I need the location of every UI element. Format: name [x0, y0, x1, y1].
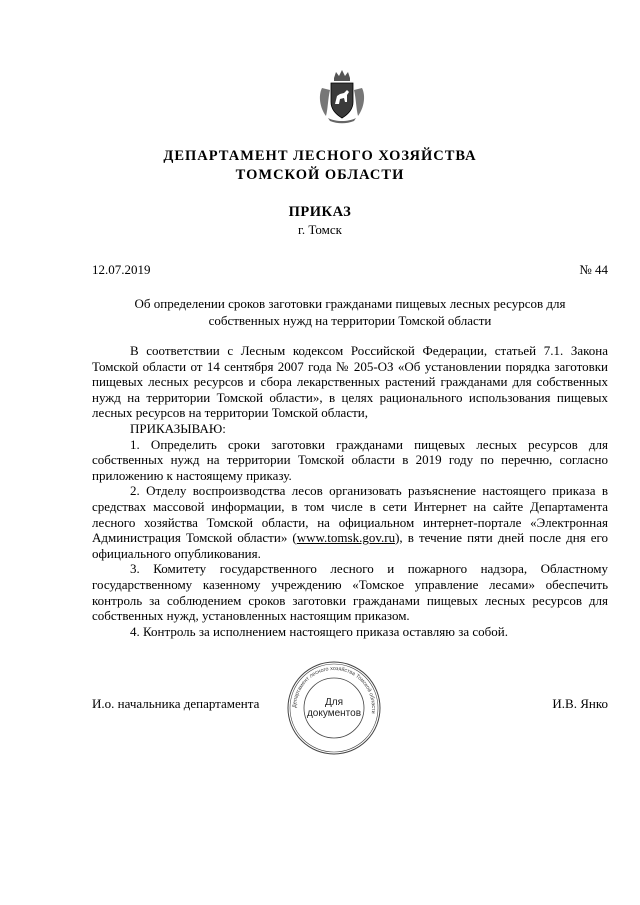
signatory-name: И.В. Янко [552, 696, 608, 711]
order-item-3: 3. Комитету государственного лесного и пожарного надзора, Областному государственному казенному учреждению «Томское управление лесами» обеспечить контроль за соблюдением сроков заготовки гражданами пищевых лесных ресурсов для собственных нужд, установленных настоящим приказом. [92, 561, 608, 624]
stamp-line-1: Для [324, 697, 344, 708]
subject-line-1: Об определении сроков заготовки гражданами пищевых лесных ресурсов для [134, 296, 566, 311]
order-word: ПРИКАЗЫВАЮ: [130, 420, 226, 436]
organization-name-line2: ТОМСКОЙ ОБЛАСТИ [235, 167, 405, 183]
preamble-paragraph: В соответствии с Лесным кодексом Российской Федерации, статьей 7.1. Закона Томской области от 14 сентября 2007 года № 205-ОЗ «Об установлении порядка заготовки пищевых лесных ресурсов и сбора лекарственных растений гражданами для собственных нужд на территории Томской области», в целях рационального использования пищевых лесных ресурсов на территории Томской области, [92, 343, 608, 421]
subject-line-2: собственных нужд на территории Томской области [208, 313, 492, 328]
order-item-4: 4. Контроль за исполнением настоящего приказа оставляю за собой. [130, 623, 508, 639]
document-body [92, 343, 608, 639]
order-item-2 [92, 483, 608, 561]
document-number: № 44 [579, 262, 608, 277]
tomsk-gov-link[interactable]: www.tomsk.gov.ru [296, 530, 396, 546]
document-date: 12.07.2019 [92, 262, 151, 277]
stamp-center-text [286, 697, 382, 719]
document-type: ПРИКАЗ [288, 204, 352, 220]
order-item-2-text-before: 2. Отделу воспроизводства лесов организовать разъяснение настоящего приказа в средствах массовой информации, в том числе в сети Интернет на сайте Департамента лесного хозяйства Томской области, на официальном интернет-портале «Электронная Администрация Томской области» ( [92, 483, 608, 546]
order-item-1: 1. Определить сроки заготовки гражданами пищевых лесных ресурсов для собственных нужд на территории Томской области в 2019 году по перечню, согласно приложению к настоящему приказу. [92, 436, 608, 483]
stamp-ring-text: Департамент лесного хозяйства Томской области [291, 665, 377, 714]
organization-name-line1: ДЕПАРТАМЕНТ ЛЕСНОГО ХОЗЯЙСТВА [163, 148, 477, 164]
stamp-line-2: документов [306, 708, 362, 719]
document-subject [100, 295, 600, 329]
coat-of-arms-icon [316, 68, 368, 124]
signatory-position: И.о. начальника департамента [92, 696, 260, 711]
city: г. Томск [298, 222, 342, 237]
order-item-2-text-after: ), в течение пяти дней после дня его официального опубликования. [92, 530, 608, 561]
